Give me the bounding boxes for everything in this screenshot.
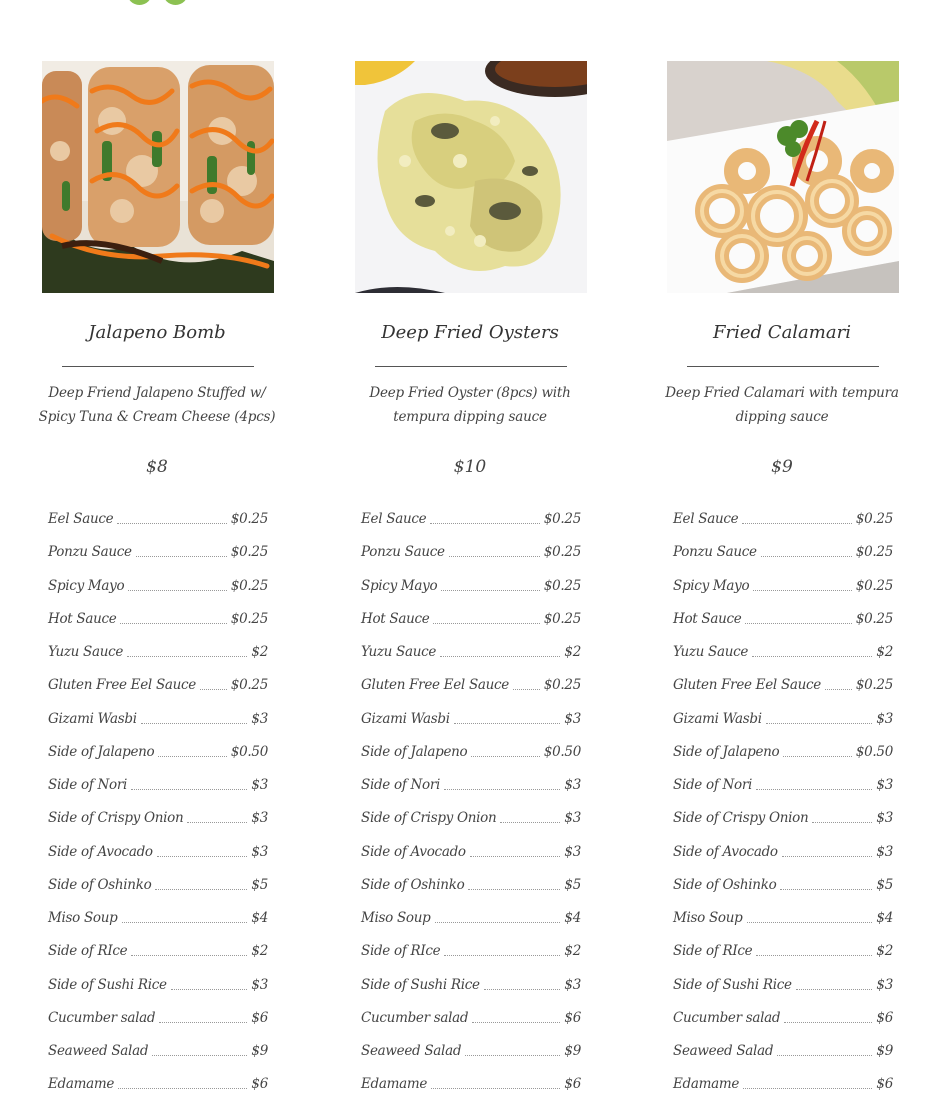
extra-price: $2 (251, 943, 268, 960)
extra-row (673, 910, 893, 943)
extra-label: Side of Nori (361, 777, 441, 793)
extra-row (48, 1043, 268, 1076)
dotted-leader (468, 889, 560, 890)
extra-row (48, 810, 268, 843)
extra-row (48, 511, 268, 544)
dotted-leader (122, 922, 248, 923)
extra-label: Eel Sauce (361, 511, 427, 527)
dotted-leader (784, 1022, 872, 1023)
extra-row (673, 844, 893, 877)
extra-label: Gluten Free Eel Sauce (48, 677, 196, 694)
extra-price: $2 (564, 644, 581, 660)
dotted-leader (128, 590, 227, 591)
extra-label: Gluten Free Eel Sauce (673, 677, 821, 694)
extra-row (48, 578, 268, 611)
extra-price: $0.25 (855, 677, 893, 694)
extra-price: $0.25 (230, 677, 268, 694)
extra-label: Side of Crispy Onion (361, 810, 497, 827)
extra-price: $2 (876, 943, 893, 960)
extra-label: Cucumber salad (361, 1009, 469, 1026)
extra-label: Eel Sauce (48, 511, 114, 527)
extra-price: $3 (251, 810, 268, 827)
extra-price: $5 (251, 876, 268, 893)
dotted-leader (171, 989, 248, 990)
extra-row (48, 877, 268, 910)
deep-fried-oysters-photo[interactable] (355, 61, 587, 293)
extra-label: Ponzu Sauce (673, 544, 757, 561)
dotted-leader (471, 756, 539, 757)
dotted-leader (777, 1055, 872, 1056)
extra-price: $6 (876, 1009, 893, 1026)
extra-row (361, 910, 581, 943)
dotted-leader (131, 789, 247, 790)
dotted-leader (431, 1088, 560, 1089)
extra-price: $2 (564, 943, 581, 960)
item-name: Deep Fried Oysters (381, 322, 559, 343)
extra-row (673, 810, 893, 843)
extra-row (361, 677, 581, 710)
extra-label: Side of Sushi Rice (48, 976, 167, 993)
extra-label: Side of Jalapeno (361, 743, 468, 760)
extra-price: $3 (876, 810, 893, 827)
extra-label: Gluten Free Eel Sauce (361, 677, 509, 694)
dotted-leader (500, 822, 560, 823)
extra-price: $4 (876, 910, 893, 926)
extra-label: Side of Sushi Rice (361, 976, 480, 993)
dotted-leader (743, 1088, 872, 1089)
dotted-leader (152, 1055, 247, 1056)
extra-row (673, 877, 893, 910)
extra-price: $4 (251, 910, 268, 926)
fried-calamari-image (667, 61, 899, 293)
jalapeno-bomb-photo[interactable] (42, 61, 274, 293)
extra-row (361, 544, 581, 577)
extra-label: Cucumber salad (673, 1009, 781, 1026)
extra-row (361, 810, 581, 843)
dotted-leader (187, 822, 247, 823)
extra-price: $6 (564, 1009, 581, 1026)
extra-row (361, 611, 581, 644)
extra-label: Ponzu Sauce (361, 544, 445, 561)
extra-price: $2 (251, 644, 268, 660)
extra-price: $3 (251, 710, 268, 727)
extra-price: $0.50 (230, 743, 268, 760)
dotted-leader (131, 955, 247, 956)
extra-price: $0.25 (230, 610, 268, 627)
extra-row (673, 1010, 893, 1043)
extra-row (673, 644, 893, 677)
extra-label: Edamame (673, 1076, 740, 1093)
menu-cards (0, 61, 945, 1115)
extra-price: $0.25 (230, 577, 268, 594)
extra-label: Side of Crispy Onion (673, 810, 809, 827)
extra-price: $9 (251, 1043, 268, 1059)
extra-price: $3 (564, 777, 581, 793)
extra-price: $3 (564, 976, 581, 993)
extra-label: Seaweed Salad (673, 1043, 774, 1059)
dotted-leader (783, 756, 851, 757)
item-description: Deep Fried Calamari with tempura dipping sauce (665, 385, 899, 425)
extra-price: $0.25 (543, 577, 581, 594)
extra-label: Miso Soup (48, 910, 118, 926)
dotted-leader (465, 1055, 560, 1056)
extra-label: Gizami Wasbi (361, 710, 450, 727)
extra-price: $0.25 (855, 610, 893, 627)
dotted-leader (780, 889, 872, 890)
extra-price: $3 (876, 976, 893, 993)
dotted-leader (157, 856, 248, 857)
extra-price: $0.50 (543, 743, 581, 760)
extra-row (361, 977, 581, 1010)
extra-row (673, 943, 893, 976)
extra-label: Side of Crispy Onion (48, 810, 184, 827)
dotted-leader (454, 723, 561, 724)
divider (62, 366, 254, 367)
extra-price: $0.25 (855, 544, 893, 561)
extra-price: $5 (564, 876, 581, 893)
extra-price: $0.25 (543, 544, 581, 561)
extra-label: Seaweed Salad (361, 1043, 462, 1059)
extra-row (361, 511, 581, 544)
dotted-leader (141, 723, 248, 724)
extra-price: $3 (876, 710, 893, 727)
dotted-leader (435, 922, 561, 923)
dotted-leader (117, 523, 227, 524)
extra-price: $3 (564, 810, 581, 827)
extra-row (48, 744, 268, 777)
extra-row (48, 711, 268, 744)
dotted-leader (484, 989, 561, 990)
dotted-leader (430, 523, 540, 524)
extra-price: $0.25 (230, 511, 268, 527)
extra-row (673, 511, 893, 544)
extra-price: $3 (876, 843, 893, 860)
dotted-leader (444, 789, 560, 790)
extra-price: $9 (564, 1043, 581, 1059)
extra-row (361, 1076, 581, 1109)
extra-label: Side of RIce (361, 943, 441, 960)
extra-label: Hot Sauce (48, 610, 117, 627)
dotted-leader (756, 955, 872, 956)
dotted-leader (752, 656, 872, 657)
extra-row (673, 777, 893, 810)
extra-label: Edamame (48, 1076, 115, 1093)
extra-price: $6 (876, 1076, 893, 1093)
extra-label: Side of Avocado (361, 843, 466, 860)
extra-label: Side of Oshinko (48, 876, 152, 893)
extra-price: $6 (251, 1009, 268, 1026)
fried-calamari-photo[interactable] (667, 61, 899, 293)
dotted-leader (812, 822, 872, 823)
extra-label: Cucumber salad (48, 1009, 156, 1026)
extra-label: Side of Oshinko (361, 876, 465, 893)
extra-row (673, 677, 893, 710)
extra-label: Spicy Mayo (48, 577, 125, 594)
item-description: Deep Friend Jalapeno Stuffed w/ Spicy Tuna & Cream Cheese (4pcs) (38, 385, 276, 425)
dotted-leader (136, 556, 227, 557)
extra-row (673, 544, 893, 577)
extra-price: $4 (564, 910, 581, 926)
extra-label: Miso Soup (673, 910, 743, 926)
extra-price: $3 (564, 710, 581, 727)
extra-row (361, 644, 581, 677)
item-price: $9 (771, 457, 793, 477)
dotted-leader (444, 955, 560, 956)
extra-row (48, 644, 268, 677)
extra-label: Seaweed Salad (48, 1043, 149, 1059)
dot-decoration (163, 0, 188, 5)
extra-price: $9 (876, 1043, 893, 1059)
extra-row (48, 977, 268, 1010)
divider (687, 366, 879, 367)
item-name: Fried Calamari (713, 322, 851, 343)
extra-label: Gizami Wasbi (48, 710, 137, 727)
extra-price: $0.50 (855, 743, 893, 760)
jalapeno-bomb-image (42, 61, 274, 293)
extra-row (361, 877, 581, 910)
extra-price: $3 (564, 843, 581, 860)
dotted-leader (766, 723, 873, 724)
extra-row (673, 977, 893, 1010)
dotted-leader (433, 623, 539, 624)
item-description: Deep Fried Oyster (8pcs) with tempura dipping sauce (369, 385, 571, 425)
extra-label: Side of RIce (48, 943, 128, 960)
extra-price: $0.25 (543, 677, 581, 694)
dotted-leader (120, 623, 226, 624)
extra-row (673, 1076, 893, 1109)
dotted-leader (753, 590, 852, 591)
extras-list (673, 511, 893, 1110)
extra-label: Eel Sauce (673, 511, 739, 527)
extra-row (361, 943, 581, 976)
extra-price: $6 (564, 1076, 581, 1093)
dotted-leader (440, 656, 560, 657)
dotted-leader (159, 1022, 247, 1023)
extra-row (361, 578, 581, 611)
extra-row (361, 777, 581, 810)
extra-label: Side of Nori (673, 777, 753, 793)
extra-label: Side of Oshinko (673, 876, 777, 893)
extra-label: Yuzu Sauce (48, 644, 124, 660)
extra-row (673, 1043, 893, 1076)
extra-label: Side of RIce (673, 943, 753, 960)
dotted-leader (756, 789, 872, 790)
extra-row (361, 711, 581, 744)
dotted-leader (513, 689, 540, 690)
extra-row (48, 611, 268, 644)
extra-label: Yuzu Sauce (673, 644, 749, 660)
dotted-leader (796, 989, 873, 990)
dot-decoration (127, 0, 152, 5)
extra-label: Gizami Wasbi (673, 710, 762, 727)
extra-row (48, 677, 268, 710)
dotted-leader (782, 856, 873, 857)
dotted-leader (745, 623, 851, 624)
extra-row (673, 578, 893, 611)
dotted-leader (825, 689, 852, 690)
extra-label: Side of Avocado (673, 843, 778, 860)
dotted-leader (158, 756, 226, 757)
extra-price: $0.25 (855, 577, 893, 594)
extra-row (48, 910, 268, 943)
extra-row (673, 711, 893, 744)
extra-price: $3 (876, 777, 893, 793)
extra-label: Ponzu Sauce (48, 544, 132, 561)
extra-row (361, 1010, 581, 1043)
extra-label: Edamame (361, 1076, 428, 1093)
extra-price: $3 (251, 843, 268, 860)
dotted-leader (470, 856, 561, 857)
extra-price: $0.25 (230, 544, 268, 561)
extra-price: $3 (251, 976, 268, 993)
extra-row (48, 1010, 268, 1043)
extras-list (361, 511, 581, 1110)
extra-row (361, 744, 581, 777)
dotted-leader (449, 556, 540, 557)
extra-price: $0.25 (543, 511, 581, 527)
item-name: Jalapeno Bomb (88, 322, 226, 343)
dotted-leader (441, 590, 540, 591)
extra-price: $5 (876, 876, 893, 893)
extra-price: $0.25 (855, 511, 893, 527)
extra-label: Side of Jalapeno (673, 743, 780, 760)
extra-row (361, 844, 581, 877)
extra-row (673, 611, 893, 644)
extra-row (673, 744, 893, 777)
extra-label: Hot Sauce (673, 610, 742, 627)
extra-row (361, 1043, 581, 1076)
extra-label: Side of Nori (48, 777, 128, 793)
dotted-leader (747, 922, 873, 923)
extra-row (48, 544, 268, 577)
dotted-leader (127, 656, 247, 657)
extra-price: $3 (251, 777, 268, 793)
dotted-leader (742, 523, 852, 524)
extras-list (48, 511, 268, 1110)
top-dots (127, 0, 188, 5)
extra-row (48, 777, 268, 810)
extra-label: Side of Jalapeno (48, 743, 155, 760)
extra-label: Side of Avocado (48, 843, 153, 860)
dotted-leader (155, 889, 247, 890)
extra-label: Spicy Mayo (361, 577, 438, 594)
divider (375, 366, 567, 367)
dotted-leader (200, 689, 227, 690)
extra-label: Miso Soup (361, 910, 431, 926)
extra-price: $2 (876, 644, 893, 660)
extra-row (48, 943, 268, 976)
extra-label: Yuzu Sauce (361, 644, 437, 660)
extra-row (48, 1076, 268, 1109)
dotted-leader (472, 1022, 560, 1023)
dotted-leader (761, 556, 852, 557)
item-price: $10 (453, 457, 487, 477)
extra-row (48, 844, 268, 877)
extra-label: Hot Sauce (361, 610, 430, 627)
extra-label: Side of Sushi Rice (673, 976, 792, 993)
extra-label: Spicy Mayo (673, 577, 750, 594)
deep-fried-oysters-image (355, 61, 587, 293)
extra-price: $0.25 (543, 610, 581, 627)
dotted-leader (118, 1088, 247, 1089)
extra-price: $6 (251, 1076, 268, 1093)
item-price: $8 (146, 457, 168, 477)
